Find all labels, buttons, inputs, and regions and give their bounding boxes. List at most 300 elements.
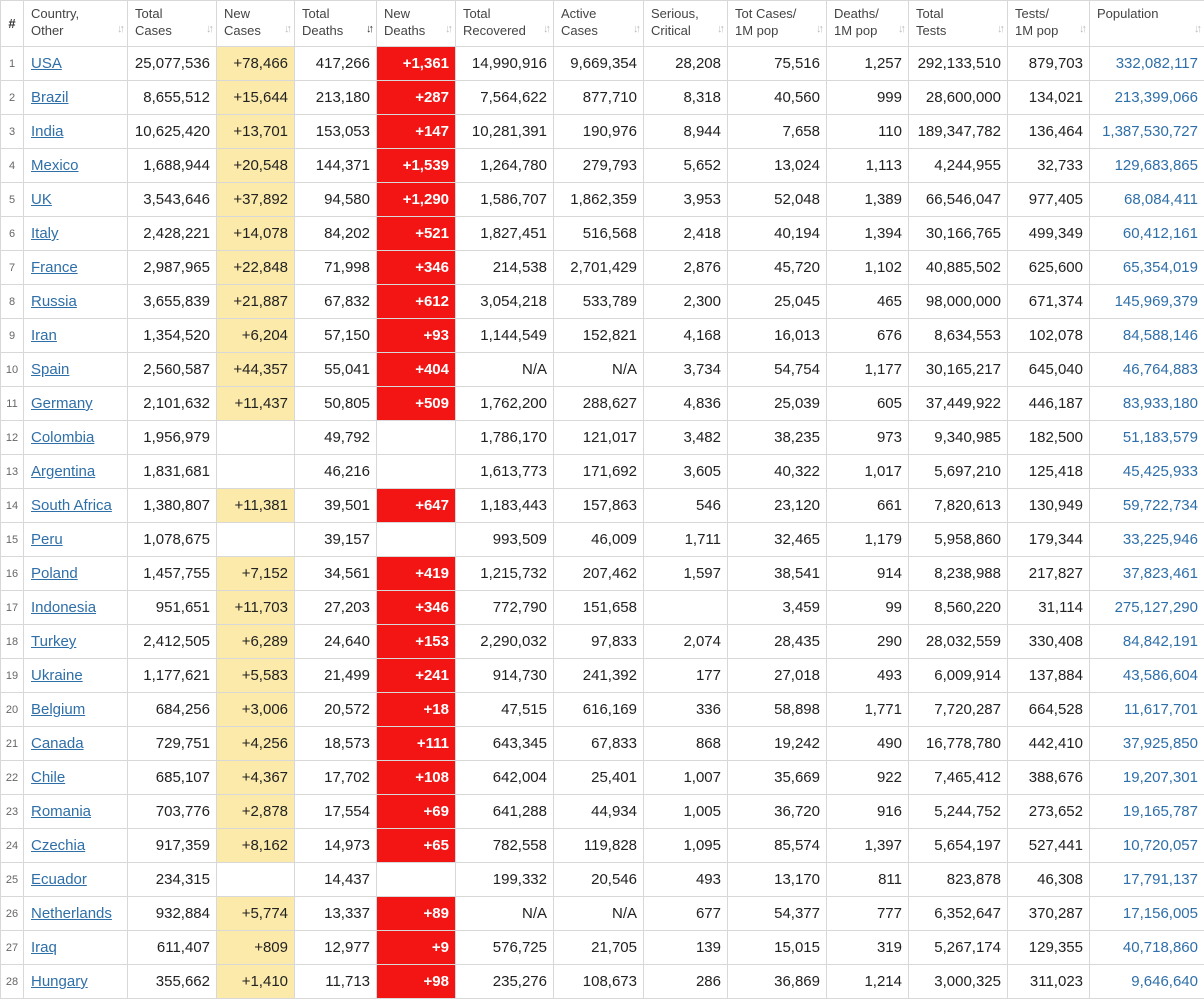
cell-country	[24, 931, 128, 965]
cell-new-cases: +3,006	[217, 693, 295, 727]
cell-total-recovered: 1,613,773	[456, 455, 554, 489]
header-label: Total	[135, 6, 162, 21]
cell-country	[24, 455, 128, 489]
country-link[interactable]: Russia	[31, 293, 77, 310]
cell-tests-1m: 136,464	[1008, 115, 1090, 149]
cell-new-deaths	[377, 421, 456, 455]
cell-deaths-1m: 99	[827, 591, 909, 625]
cell-deaths-1m: 290	[827, 625, 909, 659]
cell-tot-cases-1m: 25,039	[728, 387, 827, 421]
cell-total-tests: 28,032,559	[909, 625, 1008, 659]
cell-total-deaths: 39,157	[295, 523, 377, 557]
cell-deaths-1m: 973	[827, 421, 909, 455]
cell-tot-cases-1m: 58,898	[728, 693, 827, 727]
cell-population: 37,823,461	[1090, 557, 1204, 591]
cell-deaths-1m: 777	[827, 897, 909, 931]
table-row	[1, 149, 1204, 183]
cell-population: 19,207,301	[1090, 761, 1204, 795]
country-link[interactable]: Italy	[31, 225, 59, 242]
table-row	[1, 727, 1204, 761]
cell-tot-cases-1m: 38,235	[728, 421, 827, 455]
cell-total-recovered: 1,786,170	[456, 421, 554, 455]
cell-total-deaths: 17,702	[295, 761, 377, 795]
sort-arrows-icon[interactable]: ↓↑	[117, 21, 122, 38]
cell-active-cases: 533,789	[554, 285, 644, 319]
cell-deaths-1m: 493	[827, 659, 909, 693]
cell-rank: 9	[1, 319, 24, 353]
cell-deaths-1m: 1,017	[827, 455, 909, 489]
cell-active-cases: 171,692	[554, 455, 644, 489]
cell-country	[24, 625, 128, 659]
cell-total-cases: 10,625,420	[128, 115, 217, 149]
cell-total-recovered: 1,144,549	[456, 319, 554, 353]
cell-deaths-1m: 605	[827, 387, 909, 421]
cell-population: 83,933,180	[1090, 387, 1204, 421]
cell-total-deaths: 14,973	[295, 829, 377, 863]
cell-serious-critical: 2,876	[644, 251, 728, 285]
header-new-cases[interactable]	[217, 1, 295, 47]
cell-total-recovered: 1,183,443	[456, 489, 554, 523]
header-total-deaths[interactable]	[295, 1, 377, 47]
cell-total-cases: 1,457,755	[128, 557, 217, 591]
cell-total-tests: 823,878	[909, 863, 1008, 897]
cell-total-cases: 2,560,587	[128, 353, 217, 387]
cell-country	[24, 727, 128, 761]
sort-arrows-icon[interactable]: ↓↑	[717, 21, 722, 38]
cell-new-cases: +4,367	[217, 761, 295, 795]
header-tests-1m[interactable]	[1008, 1, 1090, 47]
cell-country	[24, 251, 128, 285]
country-link[interactable]: Argentina	[31, 463, 95, 480]
cell-rank: 16	[1, 557, 24, 591]
country-link[interactable]: Iran	[31, 327, 57, 344]
cell-total-deaths: 21,499	[295, 659, 377, 693]
cell-tests-1m: 125,418	[1008, 455, 1090, 489]
cell-total-recovered: 3,054,218	[456, 285, 554, 319]
country-link[interactable]: USA	[31, 55, 62, 72]
sort-arrows-icon[interactable]: ↓↑	[445, 21, 450, 38]
cell-new-deaths: +89	[377, 897, 456, 931]
cell-country	[24, 965, 128, 999]
cell-total-recovered: 642,004	[456, 761, 554, 795]
cell-total-recovered: N/A	[456, 353, 554, 387]
cell-new-cases	[217, 421, 295, 455]
cell-serious-critical: 677	[644, 897, 728, 931]
country-link[interactable]: Romania	[31, 803, 91, 820]
cell-tot-cases-1m: 40,194	[728, 217, 827, 251]
header-total-tests[interactable]	[909, 1, 1008, 47]
country-link[interactable]: Peru	[31, 531, 63, 548]
cell-new-cases: +22,848	[217, 251, 295, 285]
cell-total-tests: 30,165,217	[909, 353, 1008, 387]
cell-new-cases: +1,410	[217, 965, 295, 999]
sort-arrows-icon[interactable]: ↓↑	[284, 21, 289, 38]
cell-tests-1m: 217,827	[1008, 557, 1090, 591]
header-label: New	[224, 6, 250, 21]
cell-total-deaths: 57,150	[295, 319, 377, 353]
cell-serious-critical: 3,734	[644, 353, 728, 387]
header-label: Population	[1097, 6, 1158, 21]
header-label: Total	[302, 6, 329, 21]
table-row	[1, 353, 1204, 387]
cell-total-tests: 66,546,047	[909, 183, 1008, 217]
header-tot-cases-1m[interactable]	[728, 1, 827, 47]
cell-total-deaths: 34,561	[295, 557, 377, 591]
cell-active-cases: 241,392	[554, 659, 644, 693]
cell-tests-1m: 182,500	[1008, 421, 1090, 455]
cell-total-tests: 5,654,197	[909, 829, 1008, 863]
cell-country	[24, 523, 128, 557]
cell-serious-critical: 493	[644, 863, 728, 897]
cell-country	[24, 387, 128, 421]
country-link[interactable]: Ukraine	[31, 667, 83, 684]
cell-new-cases: +6,204	[217, 319, 295, 353]
cell-tot-cases-1m: 75,516	[728, 47, 827, 81]
cell-new-deaths: +521	[377, 217, 456, 251]
sort-arrows-icon[interactable]: ↓↑	[366, 21, 371, 38]
cell-population: 275,127,290	[1090, 591, 1204, 625]
cell-rank: 5	[1, 183, 24, 217]
cell-new-deaths: +1,361	[377, 47, 456, 81]
cell-total-cases: 917,359	[128, 829, 217, 863]
cell-new-cases	[217, 863, 295, 897]
cell-total-cases: 234,315	[128, 863, 217, 897]
cell-deaths-1m: 1,257	[827, 47, 909, 81]
cell-rank: 25	[1, 863, 24, 897]
header-total-recovered[interactable]	[456, 1, 554, 47]
cell-new-cases: +20,548	[217, 149, 295, 183]
cell-total-cases: 355,662	[128, 965, 217, 999]
cell-country	[24, 761, 128, 795]
cell-total-cases: 2,101,632	[128, 387, 217, 421]
cell-tests-1m: 527,441	[1008, 829, 1090, 863]
cell-tot-cases-1m: 45,720	[728, 251, 827, 285]
cell-new-deaths: +647	[377, 489, 456, 523]
cell-serious-critical: 1,007	[644, 761, 728, 795]
cell-total-recovered: 10,281,391	[456, 115, 554, 149]
country-link[interactable]: Chile	[31, 769, 65, 786]
header-label: 1M pop	[834, 23, 877, 38]
cell-tests-1m: 102,078	[1008, 319, 1090, 353]
cell-active-cases: 21,705	[554, 931, 644, 965]
table-row	[1, 47, 1204, 81]
cell-total-tests: 7,820,613	[909, 489, 1008, 523]
cell-country	[24, 319, 128, 353]
cell-serious-critical: 1,005	[644, 795, 728, 829]
cell-new-cases: +4,256	[217, 727, 295, 761]
cell-tests-1m: 370,287	[1008, 897, 1090, 931]
sort-arrows-icon[interactable]: ↓↑	[633, 21, 638, 38]
cell-tests-1m: 273,652	[1008, 795, 1090, 829]
cell-total-tests: 5,267,174	[909, 931, 1008, 965]
country-link[interactable]: Netherlands	[31, 905, 112, 922]
country-link[interactable]: Germany	[31, 395, 93, 412]
country-link[interactable]: France	[31, 259, 78, 276]
cell-total-recovered: 643,345	[456, 727, 554, 761]
table-row	[1, 489, 1204, 523]
cell-new-deaths: +93	[377, 319, 456, 353]
cell-active-cases: 190,976	[554, 115, 644, 149]
cell-active-cases: 516,568	[554, 217, 644, 251]
cell-new-deaths: +18	[377, 693, 456, 727]
cell-serious-critical: 5,652	[644, 149, 728, 183]
country-link[interactable]: Colombia	[31, 429, 94, 446]
cell-total-tests: 16,778,780	[909, 727, 1008, 761]
table-row	[1, 523, 1204, 557]
cell-rank: 27	[1, 931, 24, 965]
sort-arrows-icon[interactable]: ↓↑	[898, 21, 903, 38]
cell-total-deaths: 55,041	[295, 353, 377, 387]
country-link[interactable]: Turkey	[31, 633, 76, 650]
cell-deaths-1m: 1,397	[827, 829, 909, 863]
country-link[interactable]: Spain	[31, 361, 69, 378]
cell-rank: 20	[1, 693, 24, 727]
cell-population: 60,412,161	[1090, 217, 1204, 251]
country-link[interactable]: India	[31, 123, 64, 140]
cell-tot-cases-1m: 15,015	[728, 931, 827, 965]
sort-arrows-icon[interactable]: ↓↑	[1194, 21, 1199, 38]
header-label: Active	[561, 6, 596, 21]
cell-deaths-1m: 490	[827, 727, 909, 761]
header-total-cases[interactable]	[128, 1, 217, 47]
cell-new-deaths: +69	[377, 795, 456, 829]
table-row	[1, 251, 1204, 285]
cell-population: 11,617,701	[1090, 693, 1204, 727]
cell-tests-1m: 499,349	[1008, 217, 1090, 251]
sort-arrows-icon[interactable]: ↓↑	[543, 21, 548, 38]
cell-total-deaths: 153,053	[295, 115, 377, 149]
cell-rank: 4	[1, 149, 24, 183]
cell-total-recovered: 14,990,916	[456, 47, 554, 81]
country-link[interactable]: Czechia	[31, 837, 85, 854]
header-label: Serious,	[651, 6, 699, 21]
cell-new-deaths: +153	[377, 625, 456, 659]
cell-serious-critical: 8,944	[644, 115, 728, 149]
cell-new-cases: +5,583	[217, 659, 295, 693]
cell-deaths-1m: 1,389	[827, 183, 909, 217]
cell-tot-cases-1m: 54,754	[728, 353, 827, 387]
cell-country	[24, 81, 128, 115]
cell-new-cases: +14,078	[217, 217, 295, 251]
cell-new-deaths: +9	[377, 931, 456, 965]
cell-total-cases: 1,354,520	[128, 319, 217, 353]
header-label: Tot Cases/	[735, 6, 796, 21]
cell-tot-cases-1m: 25,045	[728, 285, 827, 319]
cell-new-cases: +5,774	[217, 897, 295, 931]
cell-new-cases: +78,466	[217, 47, 295, 81]
cell-new-deaths: +111	[377, 727, 456, 761]
header-country[interactable]	[24, 1, 128, 47]
header-serious-critical[interactable]	[644, 1, 728, 47]
cell-active-cases: 288,627	[554, 387, 644, 421]
cell-active-cases: 67,833	[554, 727, 644, 761]
cell-active-cases: 97,833	[554, 625, 644, 659]
cell-total-cases: 2,987,965	[128, 251, 217, 285]
country-link[interactable]: Iraq	[31, 939, 57, 956]
cell-total-cases: 684,256	[128, 693, 217, 727]
cell-country	[24, 863, 128, 897]
cell-country	[24, 591, 128, 625]
cell-serious-critical: 3,953	[644, 183, 728, 217]
cell-population: 65,354,019	[1090, 251, 1204, 285]
cell-new-cases: +21,887	[217, 285, 295, 319]
cell-total-cases: 3,543,646	[128, 183, 217, 217]
cell-total-recovered: 7,564,622	[456, 81, 554, 115]
cell-total-recovered: 1,762,200	[456, 387, 554, 421]
country-link[interactable]: Indonesia	[31, 599, 96, 616]
cell-serious-critical	[644, 591, 728, 625]
cell-total-recovered: 782,558	[456, 829, 554, 863]
cell-new-deaths: +346	[377, 251, 456, 285]
cell-total-deaths: 94,580	[295, 183, 377, 217]
header-label: Deaths/	[834, 6, 879, 21]
cell-total-tests: 9,340,985	[909, 421, 1008, 455]
cell-tests-1m: 664,528	[1008, 693, 1090, 727]
cell-new-deaths: +65	[377, 829, 456, 863]
cell-new-deaths: +1,539	[377, 149, 456, 183]
cell-rank: 24	[1, 829, 24, 863]
country-link[interactable]: Canada	[31, 735, 84, 752]
table-body	[1, 47, 1204, 999]
cell-total-recovered: 47,515	[456, 693, 554, 727]
header-label: #	[8, 16, 15, 31]
cell-serious-critical: 1,711	[644, 523, 728, 557]
cell-total-cases: 1,956,979	[128, 421, 217, 455]
cell-total-cases: 1,078,675	[128, 523, 217, 557]
cell-total-deaths: 27,203	[295, 591, 377, 625]
country-link[interactable]: Mexico	[31, 157, 79, 174]
cell-total-tests: 8,238,988	[909, 557, 1008, 591]
sort-arrows-icon[interactable]: ↓↑	[1079, 21, 1084, 38]
table-row	[1, 455, 1204, 489]
cell-total-recovered: 1,827,451	[456, 217, 554, 251]
header-rank[interactable]	[1, 1, 24, 47]
cell-total-recovered: N/A	[456, 897, 554, 931]
table-row	[1, 217, 1204, 251]
cell-tot-cases-1m: 35,669	[728, 761, 827, 795]
cell-total-deaths: 13,337	[295, 897, 377, 931]
cell-tests-1m: 134,021	[1008, 81, 1090, 115]
country-link[interactable]: Brazil	[31, 89, 69, 106]
cell-total-recovered: 235,276	[456, 965, 554, 999]
cell-deaths-1m: 999	[827, 81, 909, 115]
header-label: Cases	[135, 23, 172, 38]
country-link[interactable]: South Africa	[31, 497, 112, 514]
cell-deaths-1m: 1,113	[827, 149, 909, 183]
cell-tests-1m: 137,884	[1008, 659, 1090, 693]
cell-population: 17,156,005	[1090, 897, 1204, 931]
cell-total-tests: 28,600,000	[909, 81, 1008, 115]
cell-new-cases: +11,381	[217, 489, 295, 523]
table-row	[1, 387, 1204, 421]
table-row	[1, 795, 1204, 829]
country-link[interactable]: Poland	[31, 565, 78, 582]
table-row	[1, 625, 1204, 659]
country-link[interactable]: UK	[31, 191, 52, 208]
cell-population: 37,925,850	[1090, 727, 1204, 761]
country-link[interactable]: Belgium	[31, 701, 85, 718]
cell-active-cases: N/A	[554, 353, 644, 387]
cell-rank: 6	[1, 217, 24, 251]
sort-arrows-icon[interactable]: ↓↑	[206, 21, 211, 38]
header-new-deaths[interactable]	[377, 1, 456, 47]
cell-rank: 28	[1, 965, 24, 999]
cell-tot-cases-1m: 52,048	[728, 183, 827, 217]
cell-population: 43,586,604	[1090, 659, 1204, 693]
header-population[interactable]	[1090, 1, 1204, 47]
country-link[interactable]: Hungary	[31, 973, 88, 990]
cell-tests-1m: 179,344	[1008, 523, 1090, 557]
cell-total-tests: 8,634,553	[909, 319, 1008, 353]
cell-tot-cases-1m: 40,560	[728, 81, 827, 115]
cell-new-cases: +809	[217, 931, 295, 965]
cell-tot-cases-1m: 40,322	[728, 455, 827, 489]
cell-total-deaths: 11,713	[295, 965, 377, 999]
country-link[interactable]: Ecuador	[31, 871, 87, 888]
cell-tot-cases-1m: 27,018	[728, 659, 827, 693]
cell-tests-1m: 442,410	[1008, 727, 1090, 761]
cell-new-deaths	[377, 455, 456, 489]
cell-population: 145,969,379	[1090, 285, 1204, 319]
cell-tot-cases-1m: 19,242	[728, 727, 827, 761]
cell-population: 19,165,787	[1090, 795, 1204, 829]
cell-active-cases: 151,658	[554, 591, 644, 625]
cell-total-deaths: 46,216	[295, 455, 377, 489]
cell-serious-critical: 8,318	[644, 81, 728, 115]
cell-new-cases: +44,357	[217, 353, 295, 387]
cell-deaths-1m: 1,177	[827, 353, 909, 387]
cell-new-deaths: +147	[377, 115, 456, 149]
header-deaths-1m[interactable]	[827, 1, 909, 47]
cell-total-deaths: 20,572	[295, 693, 377, 727]
cell-rank: 18	[1, 625, 24, 659]
cell-new-deaths: +1,290	[377, 183, 456, 217]
cell-total-deaths: 18,573	[295, 727, 377, 761]
cell-deaths-1m: 1,179	[827, 523, 909, 557]
cell-deaths-1m: 1,214	[827, 965, 909, 999]
header-label: 1M pop	[1015, 23, 1058, 38]
cell-active-cases: 119,828	[554, 829, 644, 863]
cell-total-deaths: 17,554	[295, 795, 377, 829]
header-label: New	[384, 6, 410, 21]
cell-new-cases: +8,162	[217, 829, 295, 863]
cell-active-cases: 121,017	[554, 421, 644, 455]
header-active-cases[interactable]	[554, 1, 644, 47]
cell-total-tests: 5,958,860	[909, 523, 1008, 557]
cell-population: 40,718,860	[1090, 931, 1204, 965]
cell-new-deaths: +98	[377, 965, 456, 999]
cell-tot-cases-1m: 54,377	[728, 897, 827, 931]
cell-new-cases: +7,152	[217, 557, 295, 591]
cell-new-cases: +11,703	[217, 591, 295, 625]
cell-population: 9,646,640	[1090, 965, 1204, 999]
table-row	[1, 863, 1204, 897]
sort-arrows-icon[interactable]: ↓↑	[816, 21, 821, 38]
cell-total-tests: 30,166,765	[909, 217, 1008, 251]
cell-total-tests: 6,009,914	[909, 659, 1008, 693]
cell-total-cases: 1,831,681	[128, 455, 217, 489]
cell-new-deaths: +108	[377, 761, 456, 795]
cell-serious-critical: 1,597	[644, 557, 728, 591]
table-row	[1, 659, 1204, 693]
cell-population: 1,387,530,727	[1090, 115, 1204, 149]
cell-country	[24, 353, 128, 387]
cell-total-tests: 7,465,412	[909, 761, 1008, 795]
sort-arrows-icon[interactable]: ↓↑	[997, 21, 1002, 38]
cell-total-recovered: 576,725	[456, 931, 554, 965]
cell-tot-cases-1m: 23,120	[728, 489, 827, 523]
cell-tot-cases-1m: 3,459	[728, 591, 827, 625]
